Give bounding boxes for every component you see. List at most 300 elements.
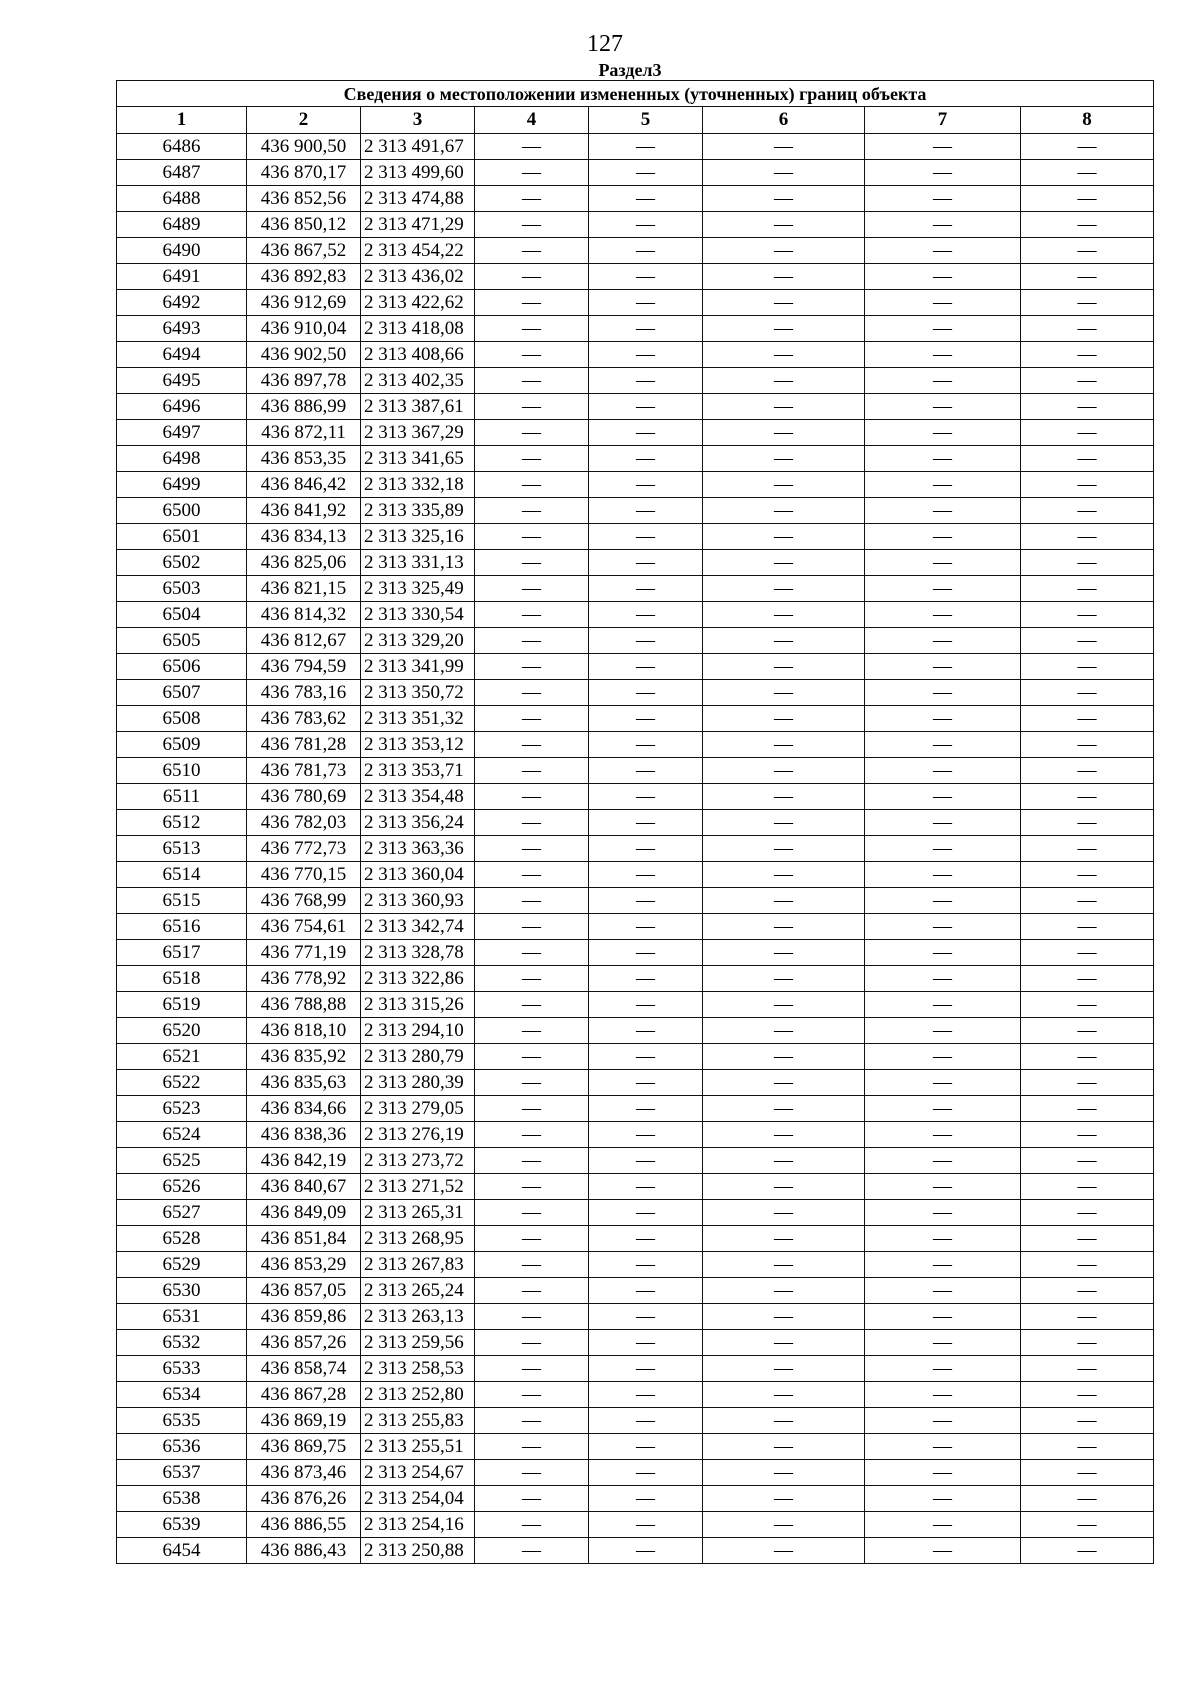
empty-value-cell: —: [703, 654, 865, 680]
empty-value-cell: —: [865, 186, 1021, 212]
empty-value-cell: —: [589, 290, 703, 316]
empty-value-cell: —: [475, 628, 589, 654]
empty-value-cell: —: [865, 160, 1021, 186]
point-number-cell: 6515: [117, 888, 247, 914]
table-row: [117, 1200, 1154, 1226]
empty-value-cell: —: [865, 446, 1021, 472]
empty-value-cell: —: [1021, 186, 1154, 212]
table-row: [117, 316, 1154, 342]
empty-value-cell: —: [475, 1434, 589, 1460]
empty-value-cell: —: [703, 628, 865, 654]
empty-value-cell: —: [703, 420, 865, 446]
x-coordinate-cell: 436 768,99: [247, 888, 361, 914]
y-coordinate-cell: 2 313 491,67: [361, 134, 475, 160]
empty-value-cell: —: [865, 706, 1021, 732]
x-coordinate-cell: 436 897,78: [247, 368, 361, 394]
empty-value-cell: —: [589, 368, 703, 394]
empty-value-cell: —: [703, 394, 865, 420]
x-coordinate-cell: 436 835,63: [247, 1070, 361, 1096]
empty-value-cell: —: [1021, 1044, 1154, 1070]
empty-value-cell: —: [1021, 810, 1154, 836]
empty-value-cell: —: [865, 1226, 1021, 1252]
empty-value-cell: —: [475, 836, 589, 862]
empty-value-cell: —: [475, 758, 589, 784]
empty-value-cell: —: [865, 810, 1021, 836]
empty-value-cell: —: [589, 862, 703, 888]
empty-value-cell: —: [1021, 1096, 1154, 1122]
table-row: [117, 1460, 1154, 1486]
table-row: [117, 1044, 1154, 1070]
point-number-cell: 6526: [117, 1174, 247, 1200]
empty-value-cell: —: [703, 212, 865, 238]
empty-value-cell: —: [589, 1226, 703, 1252]
x-coordinate-cell: 436 849,09: [247, 1200, 361, 1226]
x-coordinate-cell: 436 910,04: [247, 316, 361, 342]
table-body: [117, 134, 1154, 1564]
empty-value-cell: —: [1021, 160, 1154, 186]
empty-value-cell: —: [589, 186, 703, 212]
empty-value-cell: —: [475, 810, 589, 836]
y-coordinate-cell: 2 313 471,29: [361, 212, 475, 238]
point-number-cell: 6529: [117, 1252, 247, 1278]
table-row: [117, 1434, 1154, 1460]
empty-value-cell: —: [865, 732, 1021, 758]
table-row: [117, 1538, 1154, 1564]
point-number-cell: 6508: [117, 706, 247, 732]
empty-value-cell: —: [865, 1174, 1021, 1200]
empty-value-cell: —: [1021, 914, 1154, 940]
empty-value-cell: —: [1021, 992, 1154, 1018]
empty-value-cell: —: [703, 888, 865, 914]
y-coordinate-cell: 2 313 332,18: [361, 472, 475, 498]
empty-value-cell: —: [475, 420, 589, 446]
empty-value-cell: —: [589, 498, 703, 524]
empty-value-cell: —: [703, 1174, 865, 1200]
empty-value-cell: —: [589, 212, 703, 238]
empty-value-cell: —: [703, 862, 865, 888]
x-coordinate-cell: 436 825,06: [247, 550, 361, 576]
column-number: 8: [1021, 107, 1154, 134]
empty-value-cell: —: [865, 1434, 1021, 1460]
point-number-cell: 6536: [117, 1434, 247, 1460]
empty-value-cell: —: [589, 1460, 703, 1486]
empty-value-cell: —: [1021, 1200, 1154, 1226]
empty-value-cell: —: [1021, 1408, 1154, 1434]
y-coordinate-cell: 2 313 280,79: [361, 1044, 475, 1070]
point-number-cell: 6502: [117, 550, 247, 576]
empty-value-cell: —: [589, 446, 703, 472]
empty-value-cell: —: [589, 1486, 703, 1512]
empty-value-cell: —: [589, 1330, 703, 1356]
y-coordinate-cell: 2 313 350,72: [361, 680, 475, 706]
empty-value-cell: —: [865, 290, 1021, 316]
empty-value-cell: —: [703, 1122, 865, 1148]
empty-value-cell: —: [703, 342, 865, 368]
empty-value-cell: —: [703, 316, 865, 342]
empty-value-cell: —: [589, 1434, 703, 1460]
empty-value-cell: —: [589, 628, 703, 654]
empty-value-cell: —: [703, 368, 865, 394]
table-row: [117, 186, 1154, 212]
empty-value-cell: —: [589, 1174, 703, 1200]
empty-value-cell: —: [475, 550, 589, 576]
empty-value-cell: —: [1021, 316, 1154, 342]
x-coordinate-cell: 436 814,32: [247, 602, 361, 628]
column-number: 2: [247, 107, 361, 134]
point-number-cell: 6491: [117, 264, 247, 290]
table-row: [117, 758, 1154, 784]
empty-value-cell: —: [1021, 498, 1154, 524]
point-number-cell: 6524: [117, 1122, 247, 1148]
empty-value-cell: —: [865, 862, 1021, 888]
empty-value-cell: —: [865, 1304, 1021, 1330]
empty-value-cell: —: [865, 316, 1021, 342]
empty-value-cell: —: [475, 368, 589, 394]
empty-value-cell: —: [475, 1538, 589, 1564]
point-number-cell: 6495: [117, 368, 247, 394]
empty-value-cell: —: [1021, 940, 1154, 966]
x-coordinate-cell: 436 857,26: [247, 1330, 361, 1356]
empty-value-cell: —: [703, 836, 865, 862]
empty-value-cell: —: [1021, 1538, 1154, 1564]
x-coordinate-cell: 436 886,43: [247, 1538, 361, 1564]
table-row: [117, 498, 1154, 524]
empty-value-cell: —: [703, 1044, 865, 1070]
empty-value-cell: —: [1021, 394, 1154, 420]
point-number-cell: 6489: [117, 212, 247, 238]
y-coordinate-cell: 2 313 499,60: [361, 160, 475, 186]
point-number-cell: 6535: [117, 1408, 247, 1434]
y-coordinate-cell: 2 313 255,51: [361, 1434, 475, 1460]
empty-value-cell: —: [1021, 1460, 1154, 1486]
point-number-cell: 6500: [117, 498, 247, 524]
empty-value-cell: —: [475, 238, 589, 264]
table-row: [117, 940, 1154, 966]
empty-value-cell: —: [1021, 654, 1154, 680]
empty-value-cell: —: [589, 524, 703, 550]
empty-value-cell: —: [1021, 1278, 1154, 1304]
table-row: [117, 446, 1154, 472]
empty-value-cell: —: [475, 160, 589, 186]
empty-value-cell: —: [703, 1018, 865, 1044]
empty-value-cell: —: [475, 784, 589, 810]
empty-value-cell: —: [475, 1070, 589, 1096]
empty-value-cell: —: [589, 472, 703, 498]
empty-value-cell: —: [475, 732, 589, 758]
y-coordinate-cell: 2 313 325,16: [361, 524, 475, 550]
empty-value-cell: —: [703, 602, 865, 628]
empty-value-cell: —: [475, 1096, 589, 1122]
point-number-cell: 6539: [117, 1512, 247, 1538]
point-number-cell: 6499: [117, 472, 247, 498]
empty-value-cell: —: [703, 576, 865, 602]
empty-value-cell: —: [475, 394, 589, 420]
empty-value-cell: —: [703, 264, 865, 290]
x-coordinate-cell: 436 873,46: [247, 1460, 361, 1486]
point-number-cell: 6492: [117, 290, 247, 316]
empty-value-cell: —: [589, 1070, 703, 1096]
empty-value-cell: —: [865, 394, 1021, 420]
y-coordinate-cell: 2 313 329,20: [361, 628, 475, 654]
empty-value-cell: —: [1021, 1226, 1154, 1252]
empty-value-cell: —: [703, 550, 865, 576]
table-row: [117, 1304, 1154, 1330]
point-number-cell: 6521: [117, 1044, 247, 1070]
empty-value-cell: —: [589, 1512, 703, 1538]
table-row: [117, 654, 1154, 680]
empty-value-cell: —: [1021, 368, 1154, 394]
empty-value-cell: —: [589, 1278, 703, 1304]
empty-value-cell: —: [865, 628, 1021, 654]
empty-value-cell: —: [703, 1330, 865, 1356]
x-coordinate-cell: 436 834,13: [247, 524, 361, 550]
point-number-cell: 6486: [117, 134, 247, 160]
empty-value-cell: —: [589, 576, 703, 602]
empty-value-cell: —: [865, 1096, 1021, 1122]
x-coordinate-cell: 436 872,11: [247, 420, 361, 446]
column-number: 6: [703, 107, 865, 134]
empty-value-cell: —: [865, 1278, 1021, 1304]
empty-value-cell: —: [703, 472, 865, 498]
empty-value-cell: —: [1021, 966, 1154, 992]
table-row: [117, 680, 1154, 706]
x-coordinate-cell: 436 900,50: [247, 134, 361, 160]
table-caption: Сведения о местоположении измененных (уточненных) границ объекта: [117, 81, 1154, 107]
y-coordinate-cell: 2 313 259,56: [361, 1330, 475, 1356]
empty-value-cell: —: [475, 212, 589, 238]
empty-value-cell: —: [475, 186, 589, 212]
x-coordinate-cell: 436 850,12: [247, 212, 361, 238]
empty-value-cell: —: [865, 1252, 1021, 1278]
empty-value-cell: —: [703, 1356, 865, 1382]
empty-value-cell: —: [1021, 1070, 1154, 1096]
y-coordinate-cell: 2 313 353,71: [361, 758, 475, 784]
table-row: [117, 914, 1154, 940]
empty-value-cell: —: [1021, 524, 1154, 550]
empty-value-cell: —: [703, 1434, 865, 1460]
empty-value-cell: —: [865, 524, 1021, 550]
empty-value-cell: —: [1021, 472, 1154, 498]
empty-value-cell: —: [475, 1304, 589, 1330]
empty-value-cell: —: [1021, 706, 1154, 732]
empty-value-cell: —: [865, 342, 1021, 368]
empty-value-cell: —: [865, 992, 1021, 1018]
table-row: [117, 420, 1154, 446]
empty-value-cell: —: [475, 472, 589, 498]
empty-value-cell: —: [1021, 888, 1154, 914]
table-row: [117, 160, 1154, 186]
x-coordinate-cell: 436 841,92: [247, 498, 361, 524]
point-number-cell: 6530: [117, 1278, 247, 1304]
empty-value-cell: —: [865, 654, 1021, 680]
empty-value-cell: —: [1021, 1434, 1154, 1460]
empty-value-cell: —: [475, 1148, 589, 1174]
y-coordinate-cell: 2 313 474,88: [361, 186, 475, 212]
y-coordinate-cell: 2 313 280,39: [361, 1070, 475, 1096]
empty-value-cell: —: [865, 680, 1021, 706]
empty-value-cell: —: [1021, 836, 1154, 862]
point-number-cell: 6534: [117, 1382, 247, 1408]
point-number-cell: 6513: [117, 836, 247, 862]
empty-value-cell: —: [1021, 290, 1154, 316]
y-coordinate-cell: 2 313 422,62: [361, 290, 475, 316]
y-coordinate-cell: 2 313 330,54: [361, 602, 475, 628]
empty-value-cell: —: [589, 1200, 703, 1226]
y-coordinate-cell: 2 313 276,19: [361, 1122, 475, 1148]
empty-value-cell: —: [703, 1512, 865, 1538]
x-coordinate-cell: 436 794,59: [247, 654, 361, 680]
empty-value-cell: —: [865, 1486, 1021, 1512]
x-coordinate-cell: 436 853,29: [247, 1252, 361, 1278]
point-number-cell: 6487: [117, 160, 247, 186]
table-row: [117, 238, 1154, 264]
empty-value-cell: —: [475, 654, 589, 680]
table-row: [117, 628, 1154, 654]
x-coordinate-cell: 436 812,67: [247, 628, 361, 654]
empty-value-cell: —: [865, 758, 1021, 784]
table-row: [117, 524, 1154, 550]
empty-value-cell: —: [865, 836, 1021, 862]
empty-value-cell: —: [589, 1096, 703, 1122]
column-number-row: [117, 107, 1154, 134]
y-coordinate-cell: 2 313 341,65: [361, 446, 475, 472]
empty-value-cell: —: [475, 1512, 589, 1538]
x-coordinate-cell: 436 788,88: [247, 992, 361, 1018]
empty-value-cell: —: [475, 862, 589, 888]
table-row: [117, 862, 1154, 888]
y-coordinate-cell: 2 313 360,93: [361, 888, 475, 914]
point-number-cell: 6490: [117, 238, 247, 264]
y-coordinate-cell: 2 313 356,24: [361, 810, 475, 836]
empty-value-cell: —: [589, 1356, 703, 1382]
x-coordinate-cell: 436 869,19: [247, 1408, 361, 1434]
empty-value-cell: —: [589, 134, 703, 160]
point-number-cell: 6533: [117, 1356, 247, 1382]
table-row: [117, 1096, 1154, 1122]
y-coordinate-cell: 2 313 294,10: [361, 1018, 475, 1044]
y-coordinate-cell: 2 313 342,74: [361, 914, 475, 940]
empty-value-cell: —: [865, 550, 1021, 576]
x-coordinate-cell: 436 902,50: [247, 342, 361, 368]
x-coordinate-cell: 436 783,62: [247, 706, 361, 732]
empty-value-cell: —: [703, 238, 865, 264]
empty-value-cell: —: [703, 1070, 865, 1096]
table-row: [117, 472, 1154, 498]
empty-value-cell: —: [865, 498, 1021, 524]
empty-value-cell: —: [865, 1538, 1021, 1564]
empty-value-cell: —: [865, 888, 1021, 914]
y-coordinate-cell: 2 313 331,13: [361, 550, 475, 576]
empty-value-cell: —: [1021, 1174, 1154, 1200]
table-row: [117, 888, 1154, 914]
empty-value-cell: —: [865, 1018, 1021, 1044]
x-coordinate-cell: 436 818,10: [247, 1018, 361, 1044]
empty-value-cell: —: [589, 914, 703, 940]
table-row: [117, 706, 1154, 732]
y-coordinate-cell: 2 313 279,05: [361, 1096, 475, 1122]
point-number-cell: 6516: [117, 914, 247, 940]
boundary-coordinates-table: [116, 80, 1154, 1564]
empty-value-cell: —: [475, 1044, 589, 1070]
empty-value-cell: —: [703, 1408, 865, 1434]
empty-value-cell: —: [865, 264, 1021, 290]
x-coordinate-cell: 436 783,16: [247, 680, 361, 706]
table-row: [117, 576, 1154, 602]
x-coordinate-cell: 436 857,05: [247, 1278, 361, 1304]
column-number: 3: [361, 107, 475, 134]
y-coordinate-cell: 2 313 354,48: [361, 784, 475, 810]
y-coordinate-cell: 2 313 351,32: [361, 706, 475, 732]
empty-value-cell: —: [1021, 1486, 1154, 1512]
x-coordinate-cell: 436 782,03: [247, 810, 361, 836]
column-number: 7: [865, 107, 1021, 134]
y-coordinate-cell: 2 313 258,53: [361, 1356, 475, 1382]
empty-value-cell: —: [865, 420, 1021, 446]
empty-value-cell: —: [589, 966, 703, 992]
empty-value-cell: —: [865, 914, 1021, 940]
empty-value-cell: —: [1021, 420, 1154, 446]
empty-value-cell: —: [475, 680, 589, 706]
point-number-cell: 6488: [117, 186, 247, 212]
x-coordinate-cell: 436 892,83: [247, 264, 361, 290]
empty-value-cell: —: [703, 914, 865, 940]
empty-value-cell: —: [865, 1044, 1021, 1070]
empty-value-cell: —: [589, 706, 703, 732]
empty-value-cell: —: [475, 1122, 589, 1148]
empty-value-cell: —: [1021, 134, 1154, 160]
x-coordinate-cell: 436 853,35: [247, 446, 361, 472]
empty-value-cell: —: [475, 966, 589, 992]
x-coordinate-cell: 436 886,55: [247, 1512, 361, 1538]
y-coordinate-cell: 2 313 387,61: [361, 394, 475, 420]
point-number-cell: 6519: [117, 992, 247, 1018]
table-row: [117, 134, 1154, 160]
x-coordinate-cell: 436 842,19: [247, 1148, 361, 1174]
empty-value-cell: —: [589, 1538, 703, 1564]
y-coordinate-cell: 2 313 252,80: [361, 1382, 475, 1408]
point-number-cell: 6454: [117, 1538, 247, 1564]
x-coordinate-cell: 436 781,28: [247, 732, 361, 758]
column-number: 1: [117, 107, 247, 134]
empty-value-cell: —: [1021, 1356, 1154, 1382]
point-number-cell: 6497: [117, 420, 247, 446]
empty-value-cell: —: [475, 1382, 589, 1408]
y-coordinate-cell: 2 313 255,83: [361, 1408, 475, 1434]
empty-value-cell: —: [703, 498, 865, 524]
empty-value-cell: —: [589, 810, 703, 836]
empty-value-cell: —: [589, 1382, 703, 1408]
table-row: [117, 550, 1154, 576]
empty-value-cell: —: [1021, 342, 1154, 368]
x-coordinate-cell: 436 754,61: [247, 914, 361, 940]
empty-value-cell: —: [865, 1122, 1021, 1148]
empty-value-cell: —: [475, 888, 589, 914]
x-coordinate-cell: 436 876,26: [247, 1486, 361, 1512]
x-coordinate-cell: 436 778,92: [247, 966, 361, 992]
empty-value-cell: —: [589, 992, 703, 1018]
x-coordinate-cell: 436 859,86: [247, 1304, 361, 1330]
table-row: [117, 1356, 1154, 1382]
y-coordinate-cell: 2 313 436,02: [361, 264, 475, 290]
point-number-cell: 6520: [117, 1018, 247, 1044]
x-coordinate-cell: 436 858,74: [247, 1356, 361, 1382]
x-coordinate-cell: 436 821,15: [247, 576, 361, 602]
point-number-cell: 6512: [117, 810, 247, 836]
x-coordinate-cell: 436 780,69: [247, 784, 361, 810]
table-row: [117, 1486, 1154, 1512]
empty-value-cell: —: [865, 472, 1021, 498]
x-coordinate-cell: 436 781,73: [247, 758, 361, 784]
